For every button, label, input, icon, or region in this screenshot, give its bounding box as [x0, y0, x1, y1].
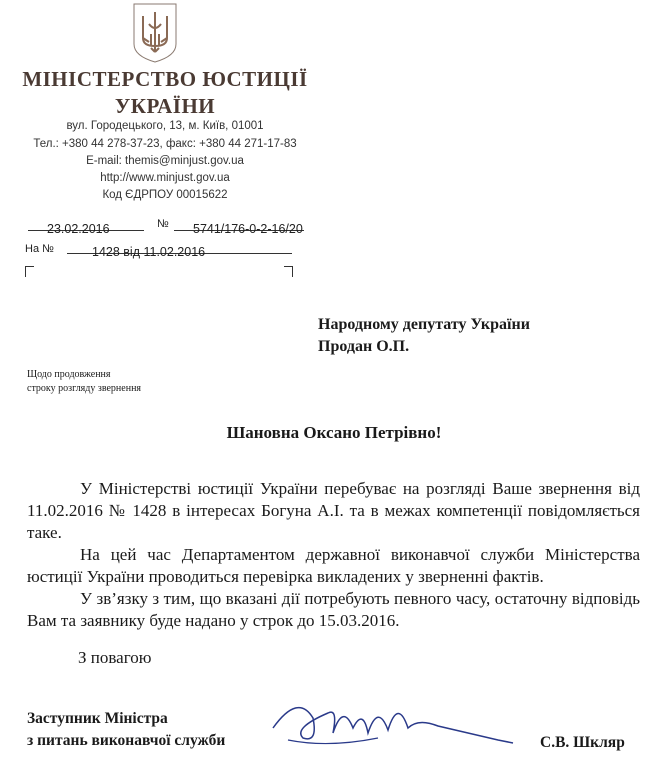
email: E-mail: themis@minjust.gov.ua [86, 155, 244, 167]
outgoing-date: 23.02.2016 [47, 222, 110, 236]
ministry-title: МІНІСТЕРСТВО ЮСТИЦІЇ [22, 67, 308, 91]
number-label: № [157, 218, 169, 230]
website: http://www.minjust.gov.ua [100, 172, 230, 184]
corner-mark-left [25, 266, 34, 277]
reply-reference: 1428 від 11.02.2016 [92, 245, 206, 259]
address: вул. Городецького, 13, м. Київ, 01001 [66, 120, 264, 132]
addressee-name: Продан О.П. [318, 338, 410, 355]
coat-of-arms-emblem [131, 2, 179, 64]
signatory-name: С.В. Шкляр [540, 734, 625, 751]
edrpou-code: Код ЄДРПОУ 00015622 [102, 189, 228, 201]
reply-label: На № [25, 243, 54, 255]
outgoing-number: 5741/176-0-2-16/20 [193, 222, 303, 236]
subject-line-2: строку розгляду звернення [27, 383, 142, 394]
letter-body [27, 478, 640, 632]
closing: З повагою [78, 648, 152, 667]
paragraph: У Міністерстві юстиції України перебуває на розгляді Ваше звернення від 11.02.2016 № 1428 в інтересах Богуна А.І. та в межах компетенції повідомляється таке. [27, 479, 640, 542]
greeting: Шановна Оксано Петрівно! [226, 423, 442, 442]
corner-mark-right [284, 266, 293, 277]
ministry-title-country: УКРАЇНИ [114, 94, 216, 118]
phone: Тел.: +380 44 278-37-23, факс: +380 44 271-17-83 [33, 138, 297, 150]
signatory-position-1: Заступник Міністра [27, 710, 168, 727]
handwritten-signature [268, 688, 518, 758]
subject-line-1: Щодо продовження [27, 369, 111, 380]
addressee-title: Народному депутату України [318, 316, 530, 333]
signatory-position-2: з питань виконавчої служби [27, 732, 226, 749]
paragraph: На цей час Департаментом державної виконавчої служби Міністерства юстиції України проводиться перевірка викладених у зверненні фактів. [27, 545, 640, 586]
paragraph: У зв’язку з тим, що вказані дії потребують певного часу, остаточну відповідь Вам та заявнику буде надано у строк до 15.03.2016. [27, 589, 640, 630]
